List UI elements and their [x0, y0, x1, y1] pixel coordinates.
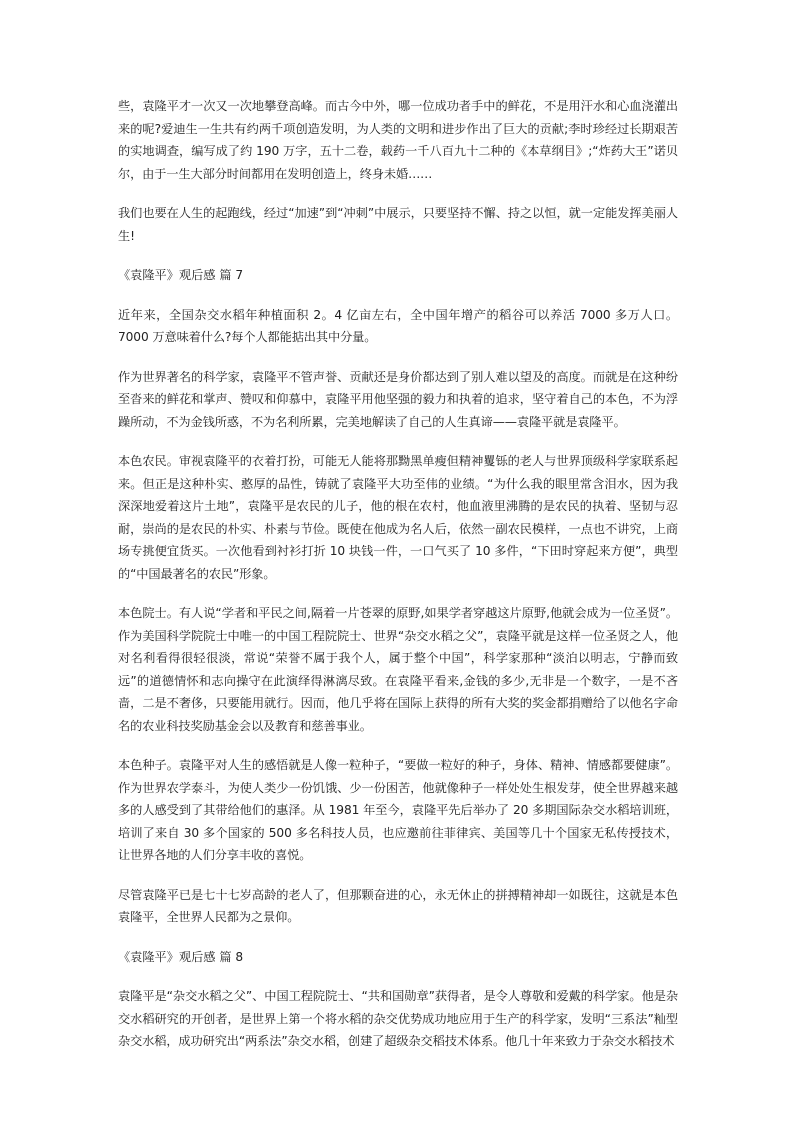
section-heading-7: 《袁隆平》观后感 篇 7 — [118, 268, 244, 282]
paragraph-6: 本色院士。有人说“学者和平民之间,隔着一片苍翠的原野,如果学者穿越这片原野,他就会成为一位圣贤”。作为美国科学院院士中唯一的中国工程院院士、世界“杂交水稻之父”，袁隆平就是这样一位圣贤之人，他对名利看得很轻很淡，常说“荣誉不属于我个人，属于整个中国”，科学家那种“淡泊以明志，宁静而致远”的道德情怀和志向操守在此演绎得淋漓尽致。在袁隆平看来,金钱的多少,无非是一个数字，一是不吝啬，二是不奢侈，只要能用就行。因而，他几乎将在国际上获得的所有大奖的奖金都捐赠给了以他名字命名的农业科技奖励基金会以及教育和慈善事业。 — [118, 606, 678, 733]
paragraph-gap — [118, 929, 678, 946]
paragraph-1: 些，袁隆平才一次又一次地攀登高峰。而古今中外，哪一位成功者手中的鲜花，不是用汗水和心血浇灌出来的呢?爱迪生一生共有约两千项创造发明，为人类的文明和进步作出了巨大的贡献;李时珍经过长期艰苦的实地调查，编写成了约 190 万字，五十二卷，载药一千八百九十二种的《本草纲目》;“炸药大王”诺贝尔，由于一生大部分时间都用在发明创造上，终身未婚…… — [118, 99, 678, 181]
paragraph-gap — [118, 185, 678, 202]
section-heading-8: 《袁隆平》观后感 篇 8 — [118, 949, 244, 964]
paragraph-4: 作为世界著名的科学家，袁隆平不管声誉、贡献还是身价都达到了别人难以望及的高度。而就是在这种纷至沓来的鲜花和掌声、赞叹和仰慕中，袁隆平用他坚强的毅力和执着的追求，坚守着自己的本色，不为浮躁所动，不为金钱所惑，不为名利所累，完美地解读了自己的人生真谛——袁隆平就是袁隆平。 — [118, 369, 678, 429]
paragraph-gap — [118, 867, 678, 884]
document-page — [118, 95, 678, 1053]
paragraph-gap — [118, 433, 678, 450]
paragraph-5: 本色农民。审视袁隆平的衣着打扮，可能无人能将那黝黑单瘦但精神矍铄的老人与世界顶级科学家联系起来。但正是这种朴实、憨厚的品性，铸就了袁隆平大功至伟的业绩。“为什么我的眼里常含泪水，因为我深深地爱着这片土地”，袁隆平是农民的儿子，他的根在农村，他血液里沸腾的是农民的执着、坚韧与忍耐，崇尚的是农民的朴实、朴素与节俭。既使在他成为名人后，依然一副农民模样，一点也不讲究，上商场专挑便宜货买。一次他看到衬衫打折 10 块钱一件，一口气买了 10 多件，“下田时穿起来方便”，典型的“中国最著名的农民”形象。 — [118, 454, 678, 581]
paragraph-8: 尽管袁隆平已是七十七岁高龄的老人了，但那颗奋进的心，永无休止的拼搏精神却一如既往，这就是本色袁隆平，全世界人民都为之景仰。 — [118, 887, 678, 924]
paragraph-gap — [118, 287, 678, 304]
paragraph-3: 近年来，全国杂交水稻年种植面积 2。4 亿亩左右，全中国年增产的稻谷可以养活 7000 多万人口。7000 万意味着什么?每个人都能掂出其中分量。 — [118, 307, 678, 344]
paragraph-2: 我们也要在人生的起跑线，经过“加速”到“冲刺”中展示，只要坚持不懈、持之以恒，就一定能发挥美丽人生! — [118, 206, 678, 243]
paragraph-gap — [118, 737, 678, 754]
paragraph-gap — [118, 968, 678, 985]
paragraph-gap — [118, 585, 678, 602]
paragraph-gap — [118, 247, 678, 264]
paragraph-7: 本色种子。袁隆平对人生的感悟就是人像一粒种子，“要做一粒好的种子，身体、精神、情感都要健康”。作为世界农学泰斗，为使人类少一份饥饿、少一份困苦，他就像种子一样处处生根发芽，使全世界越来越多的人感受到了其带给他们的惠泽。从 1981 年至今，袁隆平先后举办了 20 多期国际杂交水稻培训班，培训了来自 30 多个国家的 500 多名科技人员，也应邀前往菲律宾、美国等几十个国家无私传授技术，让世界各地的人们分享丰收的喜悦。 — [118, 758, 678, 862]
paragraph-9: 袁隆平是“杂交水稻之父”、中国工程院院士、“共和国勋章”获得者，是令人尊敬和爱戴的科学家。他是杂交水稻研究的开创者，是世界上第一个将水稻的杂交优势成功地应用于生产的科学家，发明“三系法”籼型杂交水稻，成功研究出“两系法”杂交水稻，创建了超级杂交稻技术体系。他几十年来致力于杂交水稻技术 — [118, 989, 678, 1048]
paragraph-gap — [118, 349, 678, 366]
